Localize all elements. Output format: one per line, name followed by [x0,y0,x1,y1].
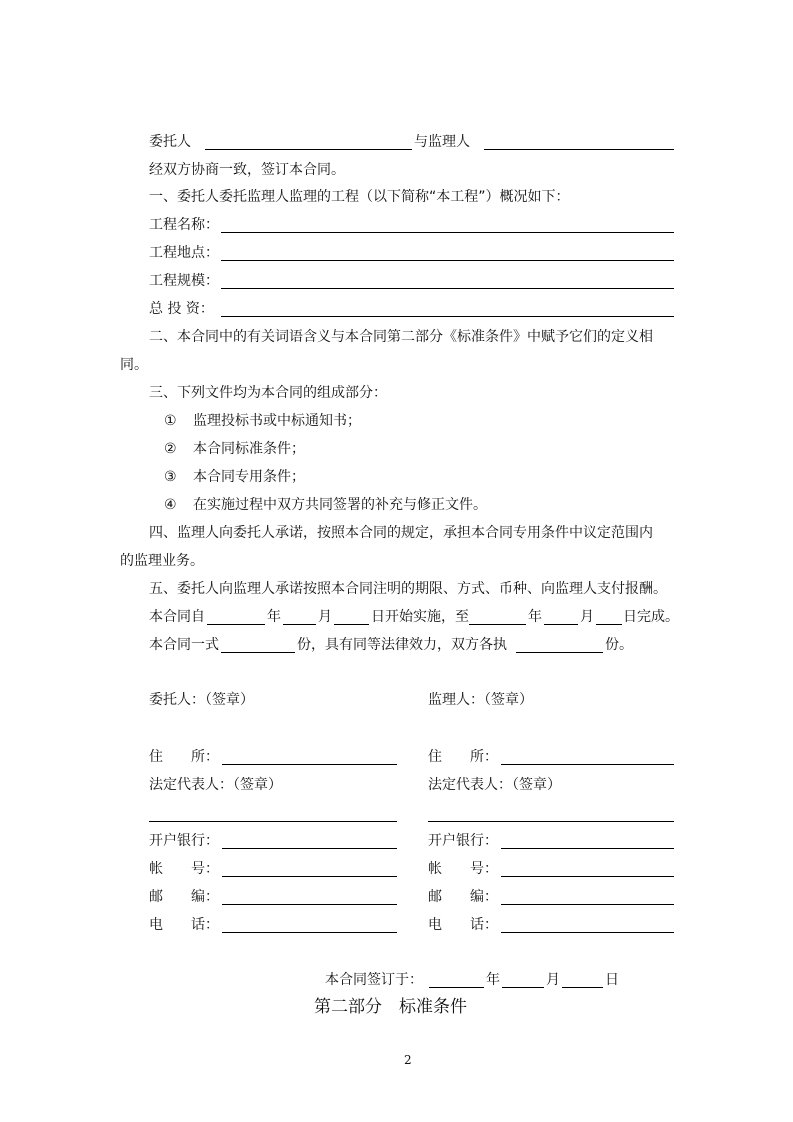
period-start: 日开始实施，至 [371,609,469,625]
item-num: ② [164,441,177,457]
period-year: 年 [267,609,281,625]
item-text: 在实施过程中双方共同签署的补充与修正文件。 [193,497,487,513]
total-investment-label: 总 投 资： [149,301,214,317]
clause-2-line-2: 同。 [120,357,148,373]
item-num: ③ [164,469,177,485]
copies-total-blank [221,638,295,653]
page-number: 2 [404,1053,412,1067]
client-phone-blank [222,918,397,933]
project-scale-label: 工程规模： [149,273,219,289]
period-from: 本合同自 [149,609,205,625]
clause-3: 三、下列文件均为本合同的组成部分： [149,385,387,401]
clause-4-line-2: 的监理业务。 [120,553,204,569]
signed-year: 年 [486,972,500,988]
item-text: 本合同专用条件； [193,469,305,485]
project-name-blank [221,218,674,233]
supervisor-blank [484,135,674,150]
client-bank-label: 开户银行： [149,833,219,849]
period-end: 日完成。 [623,609,679,625]
client-address-label: 住 所： [149,749,219,765]
copies-prefix: 本合同一式 [149,637,219,653]
client-legal-rep-blank [149,807,397,822]
project-location-blank [221,246,674,261]
project-name-label: 工程名称： [149,217,219,233]
clause-1: 一、委托人委托监理人监理的工程（以下简称“本工程”）概况如下： [149,189,570,205]
supervisor-label: 与监理人 [414,134,470,150]
copies-each-blank [516,638,603,653]
signed-day-blank [562,973,603,988]
supervisor-signature-label: 监理人：（签章） [428,692,533,708]
copies-suffix: 份。 [605,637,633,653]
client-postcode-label: 邮 编： [149,889,219,905]
period-month: 月 [580,609,594,625]
supervisor-account-blank [501,862,674,877]
item-text: 本合同标准条件； [193,441,305,457]
supervisor-bank-label: 开户银行： [428,833,498,849]
client-phone-label: 电 话： [149,917,219,933]
total-investment-blank [221,302,674,317]
client-address-blank [222,750,397,765]
item-num: ① [164,413,177,429]
start-month-blank [283,610,316,625]
item-text: 监理投标书或中标通知书； [193,413,361,429]
clause-4-line-1: 四、监理人向委托人承诺，按照本合同的规定，承担本合同专用条件中议定范围内 [149,525,653,541]
supervisor-bank-blank [501,834,674,849]
supervisor-phone-label: 电 话： [428,917,498,933]
client-bank-blank [222,834,397,849]
supervisor-postcode-label: 邮 编： [428,889,498,905]
supervisor-address-blank [501,750,674,765]
client-account-label: 帐 号： [149,861,219,877]
client-signature-label: 委托人：（签章） [149,692,254,708]
clause-5: 五、委托人向监理人承诺按照本合同注明的期限、方式、币种、向监理人支付报酬。 [149,581,667,597]
signed-on-label: 本合同签订于： [325,972,423,988]
clause-2-line-1: 二、本合同中的有关词语含义与本合同第二部分《标准条件》中赋予它们的定义相 [149,329,653,345]
supervisor-account-label: 帐 号： [428,861,498,877]
start-year-blank [207,610,265,625]
signed-year-blank [429,973,484,988]
supervisor-phone-blank [501,918,674,933]
supervisor-legal-rep-label: 法定代表人：（签章） [428,777,561,793]
start-day-blank [334,610,369,625]
client-label: 委托人 [149,134,191,150]
consensus-line: 经双方协商一致，签订本合同。 [149,162,345,178]
client-account-blank [222,862,397,877]
supervisor-legal-rep-blank [428,807,674,822]
part-2-title: 第二部分 标准条件 [314,997,467,1017]
project-scale-blank [221,274,674,289]
client-blank [205,135,412,150]
signed-day: 日 [605,972,619,988]
project-location-label: 工程地点： [149,245,219,261]
signed-month: 月 [546,972,560,988]
end-month-blank [544,610,578,625]
client-legal-rep-label: 法定代表人：（签章） [149,777,282,793]
end-day-blank [596,610,622,625]
period-month: 月 [318,609,332,625]
period-year: 年 [528,609,542,625]
end-year-blank [469,610,526,625]
supervisor-address-label: 住 所： [428,749,498,765]
supervisor-postcode-blank [501,890,674,905]
item-num: ④ [164,497,177,513]
signed-month-blank [502,973,544,988]
copies-middle: 份，具有同等法律效力，双方各执 [297,637,507,653]
client-postcode-blank [222,890,397,905]
